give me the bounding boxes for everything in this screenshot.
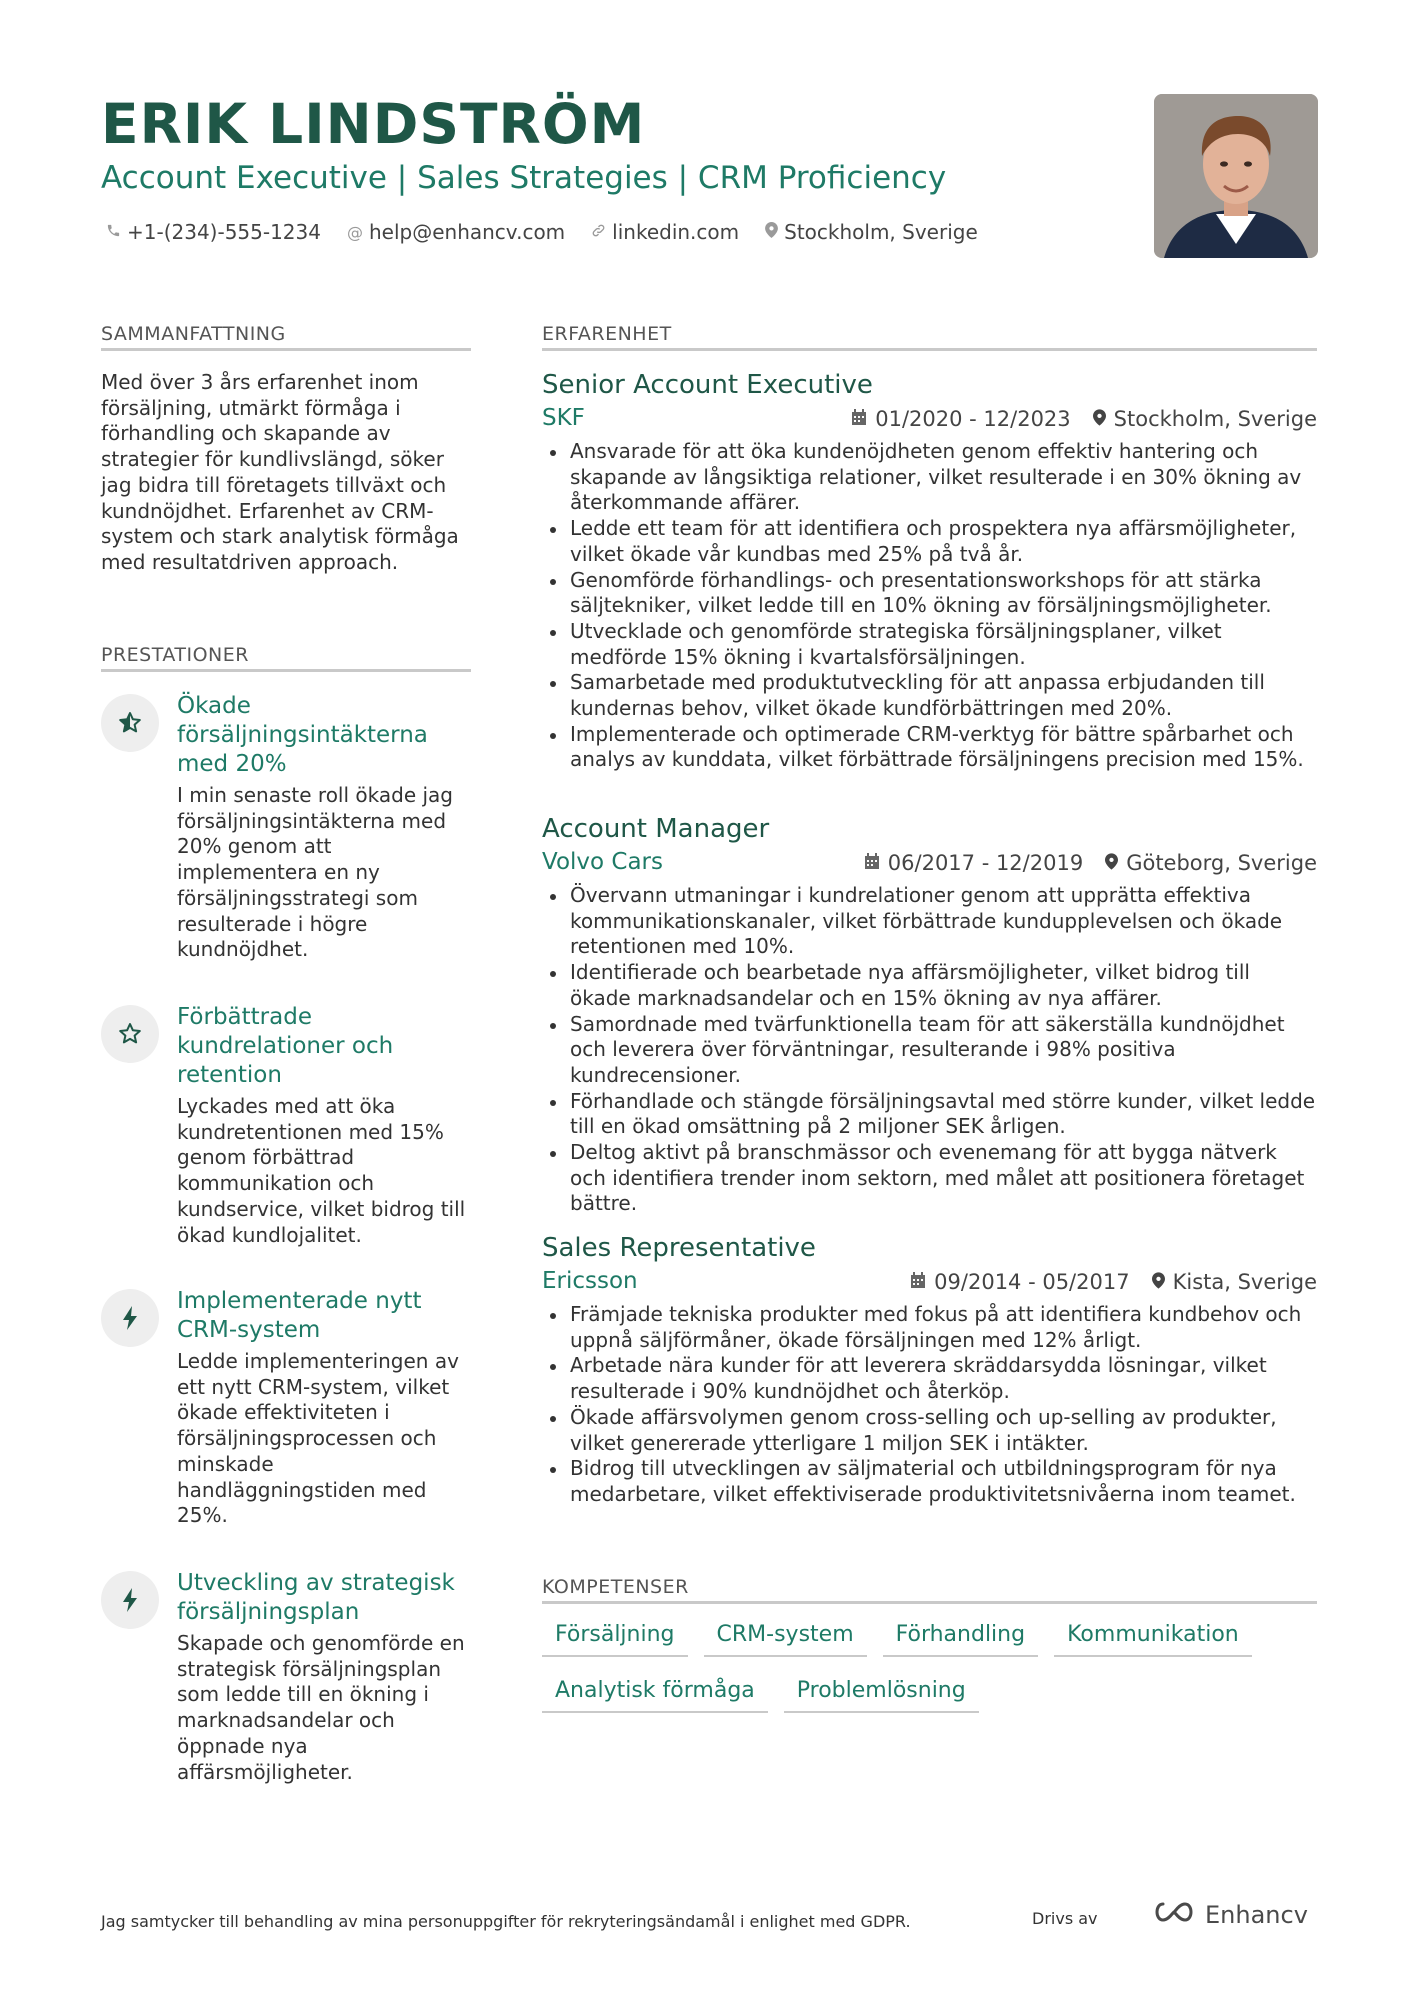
section-title-achievements: PRESTATIONER <box>101 644 249 666</box>
job-title: Account Manager <box>542 814 770 844</box>
job-location: Stockholm, Sverige <box>1113 407 1317 431</box>
calendar-icon <box>864 851 880 875</box>
link-icon <box>591 223 606 242</box>
experience-entry <box>542 1231 1317 1508</box>
skill-tag: Analytisk förmåga <box>542 1678 768 1713</box>
job-bullet: Samordnade med tvärfunktionella team för att säkerställa kundnöjdhet och leverera över förväntningar, resulterande i 98% positiva kundrecensioner. <box>542 1012 1317 1089</box>
job-bullet: Ökade affärsvolymen genom cross-selling och up-selling av produkter, vilket genererade ytterligare 1 miljon SEK i intäkter. <box>542 1405 1317 1456</box>
job-bullet: Deltog aktivt på branschmässor och evenemang för att bygga nätverk och identifiera trender inom sektorn, med målet att positionera företaget bättre. <box>542 1140 1317 1217</box>
contact-email[interactable] <box>347 220 565 244</box>
bolt-icon <box>101 1289 159 1347</box>
section-divider <box>101 669 471 672</box>
job-bullet: Övervann utmaningar i kundrelationer genom att upprätta effektiva kommunikationskanaler, vilket förbättrade kundupplevelsen och ökade retentionen med 10%. <box>542 883 1317 960</box>
achievement-title: Implementerade nytt CRM-system <box>177 1288 422 1343</box>
section-title-skills: KOMPETENSER <box>542 1576 689 1598</box>
job-bullets <box>542 439 1317 773</box>
contact-phone <box>106 220 321 244</box>
job-dates: 01/2020 - 12/2023 <box>875 407 1071 431</box>
achievement-description: Lyckades med att öka kundretentionen med 15% genom förbättrad kommunikation och kundservice, vilket bidrog till ökad kundlojalitet. <box>177 1094 466 1247</box>
achievement-title: Ökade försäljningsintäkterna med 20% <box>177 693 428 777</box>
job-bullet: Främjade tekniska produkter med fokus på att identifiera kundbehov och uppnå säljförmåner, ökade försäljningen med 12% årligt. <box>542 1302 1317 1353</box>
job-title: Senior Account Executive <box>542 370 873 400</box>
job-bullet: Bidrog till utvecklingen av säljmaterial och utbildningsprogram för nya medarbetare, vilket effektiviserade produktivitetsnivåerna inom teamet. <box>542 1456 1317 1507</box>
section-title-experience: ERFARENHET <box>542 323 672 345</box>
location-pin-icon <box>1152 1270 1165 1294</box>
at-icon: @ <box>346 222 363 242</box>
job-bullet: Utvecklade och genomförde strategiska försäljningsplaner, vilket medförde 15% ökning i kvartalsförsäljningen. <box>542 619 1317 670</box>
job-dates: 06/2017 - 12/2019 <box>887 851 1084 875</box>
company-name: SKF <box>542 405 585 431</box>
job-dates: 09/2014 - 05/2017 <box>934 1270 1130 1294</box>
achievement-title: Utveckling av strategisk försäljningsplan <box>177 1570 455 1625</box>
brand-name: Enhancv <box>1205 1901 1308 1929</box>
section-divider <box>542 348 1317 351</box>
skill-tag: Kommunikation <box>1054 1622 1252 1657</box>
contact-location <box>765 220 978 244</box>
summary-text: Med över 3 års erfarenhet inom försäljning, utmärkt förmåga i förhandling och skapande av strategier för kundlivslängd, söker jag bidra till företagets tillväxt och kundnöjdhet. Erfarenhet av CRM-system och stark analytisk förmåga med resultatdriven approach. <box>101 370 459 574</box>
skill-tag: Problemlösning <box>784 1678 979 1713</box>
brand-logo[interactable] <box>1151 1900 1308 1930</box>
candidate-name: ERIK LINDSTRÖM <box>101 92 646 156</box>
location-pin-icon <box>1093 407 1106 431</box>
linkedin-text: linkedin.com <box>612 220 740 244</box>
calendar-icon <box>910 1270 926 1294</box>
job-bullet: Arbetade nära kunder för att leverera skräddarsydda lösningar, vilket resulterade i 90% kundnöjdhet och återköp. <box>542 1353 1317 1404</box>
company-name: Ericsson <box>542 1268 638 1294</box>
job-bullet: Genomförde förhandlings- och presentationsworkshops för att stärka säljtekniker, vilket ledde till en 10% ökning av försäljningsmöjligheter. <box>542 568 1317 619</box>
contact-bar <box>106 220 978 244</box>
powered-by-label: Drivs av <box>1032 1909 1098 1928</box>
phone-text: +1-(234)-555-1234 <box>127 220 321 244</box>
calendar-icon <box>851 407 867 431</box>
achievement-title: Förbättrade kundrelationer och retention <box>177 1004 394 1088</box>
location-pin-icon <box>1105 851 1118 875</box>
job-bullet: Förhandlade och stängde försäljningsavtal med större kunder, vilket ledde till en ökad omsättning på 2 miljoner SEK årligen. <box>542 1089 1317 1140</box>
skill-tag: CRM-system <box>704 1622 867 1657</box>
email-text: help@enhancv.com <box>368 220 566 244</box>
job-bullet: Identifierade och bearbetade nya affärsmöjligheter, vilket bidrog till ökade marknadsandelar och en 15% ökning av nya affärer. <box>542 960 1317 1011</box>
experience-entry <box>542 368 1317 773</box>
job-bullet: Ansvarade för att öka kundenöjdheten genom effektiv hantering och skapande av långsiktiga relationer, vilket resulterade i en 30% ökning av återkommande affärer. <box>542 439 1317 516</box>
location-pin-icon <box>765 222 778 242</box>
achievement-description: Skapade och genomförde en strategisk försäljningsplan som ledde till en ökning i marknadsandelar och öppnade nya affärsmöjligheter. <box>177 1631 465 1784</box>
profile-photo <box>1154 94 1318 258</box>
achievement-description: I min senaste roll ökade jag försäljningsintäkterna med 20% genom att implementera en ny försäljningsstrategi som resulterade i högre kundnöjdhet. <box>177 783 453 962</box>
achievement-description: Ledde implementeringen av ett nytt CRM-system, vilket ökade effektiviteten i försäljningsprocessen och minskade handläggningstiden med 25%. <box>177 1349 459 1528</box>
section-divider <box>101 348 471 351</box>
job-bullet: Samarbetade med produktutveckling för att anpassa erbjudanden till kundernas behov, vilket ökade kundförbättringen med 20%. <box>542 670 1317 721</box>
skills-list <box>542 1622 1317 1734</box>
phone-icon <box>106 223 121 242</box>
section-divider <box>542 1601 1317 1604</box>
candidate-headline: Account Executive | Sales Strategies | CRM Proficiency <box>101 160 947 196</box>
infinity-logo-icon <box>1151 1900 1197 1930</box>
job-location: Kista, Sverige <box>1172 1270 1317 1294</box>
job-bullets <box>542 883 1317 1217</box>
star-outline-icon <box>101 1005 159 1063</box>
job-bullet: Ledde ett team för att identifiera och prospektera nya affärsmöjligheter, vilket ökade vår kundbas med 25% på två år. <box>542 516 1317 567</box>
job-bullets <box>542 1302 1317 1508</box>
bolt-icon <box>101 1571 159 1629</box>
section-title-summary: SAMMANFATTNING <box>101 323 286 345</box>
contact-linkedin[interactable] <box>591 220 739 244</box>
job-bullet: Implementerade och optimerade CRM-verktyg för bättre spårbarhet och analys av kunddata, vilket förbättrade försäljningens precision med 15%. <box>542 722 1317 773</box>
experience-entry <box>542 812 1317 1217</box>
gdpr-consent: Jag samtycker till behandling av mina personuppgifter för rekryteringsändamål i enlighet med GDPR. <box>101 1912 911 1931</box>
skill-tag: Försäljning <box>542 1622 688 1657</box>
job-title: Sales Representative <box>542 1233 816 1263</box>
star-half-icon <box>101 694 159 752</box>
company-name: Volvo Cars <box>542 849 663 875</box>
job-location: Göteborg, Sverige <box>1126 851 1317 875</box>
skill-tag: Förhandling <box>883 1622 1038 1657</box>
location-text: Stockholm, Sverige <box>784 220 978 244</box>
